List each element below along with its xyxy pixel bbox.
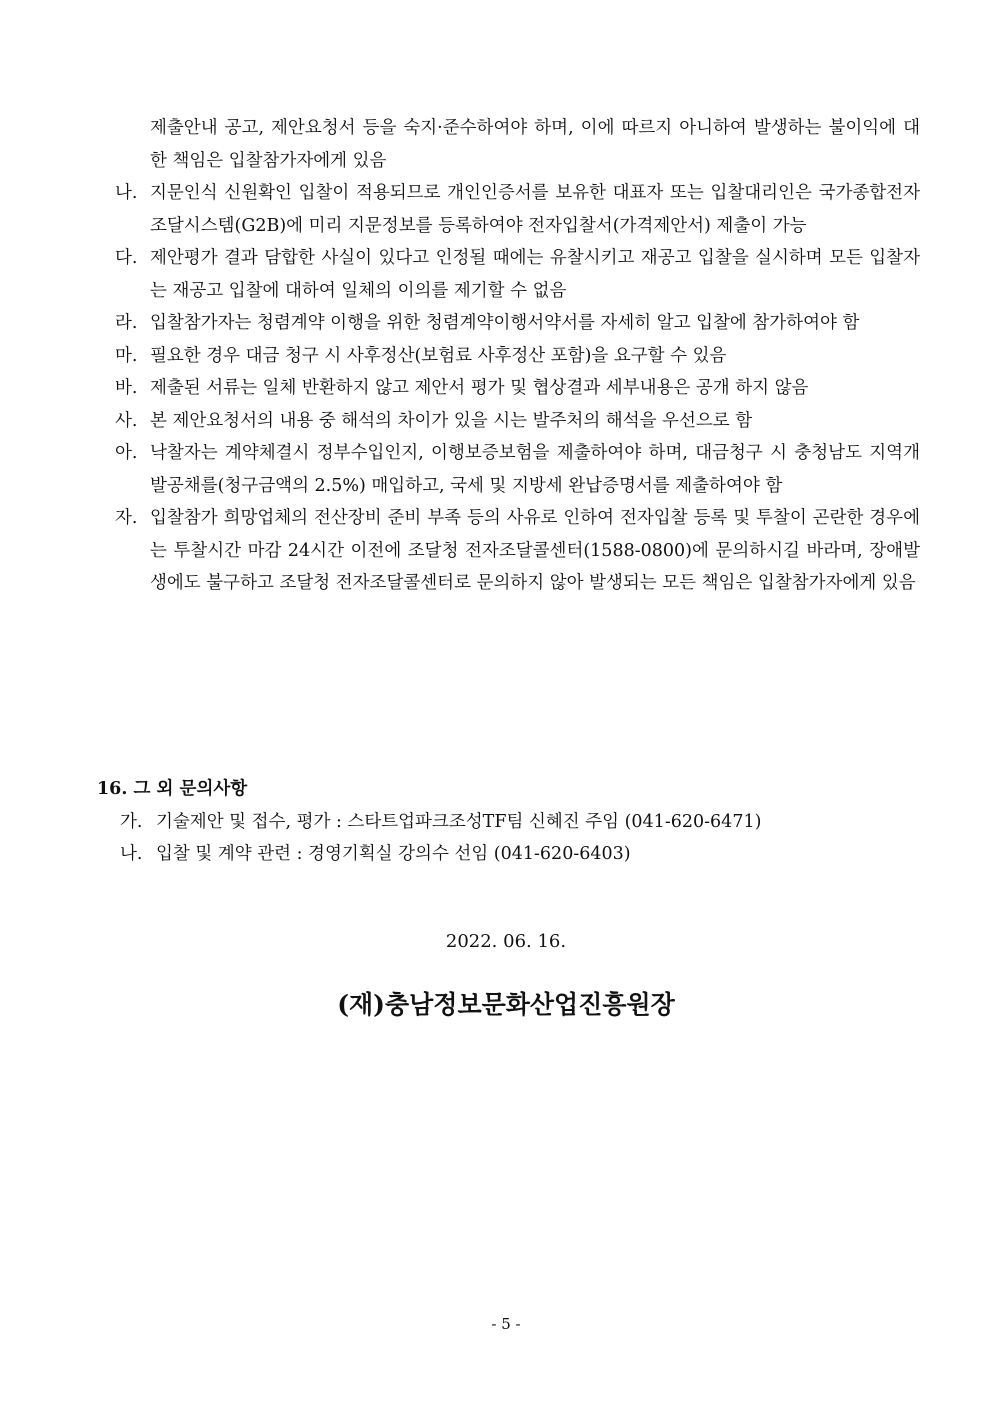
item-marker: 아.: [115, 443, 138, 463]
contact-item: [120, 838, 631, 870]
list-item: [115, 242, 920, 307]
item-text: 제안평가 결과 담합한 사실이 있다고 인정될 때에는 유찰시키고 재공고 입찰을 실시하며 모든 입찰자는 재공고 입찰에 대하여 일체의 이의를 제기할 수 없음: [150, 248, 920, 301]
item-marker: 나.: [115, 183, 138, 203]
contact-text: 입찰 및 계약 관련 : 경영기획실 강의수 선임 (041-620-6403): [156, 844, 631, 864]
contact-marker: 나.: [120, 844, 143, 864]
item-marker: 바.: [115, 378, 138, 398]
section-title: 16. 그 외 문의사항: [97, 779, 248, 799]
contact-item: [120, 806, 761, 838]
item-text: 제출된 서류는 일체 반환하지 않고 제안서 평가 및 협상결과 세부내용은 공개 하지 않음: [150, 378, 809, 398]
issuer-signature: (재)충남정보문화산업진흥원장: [337, 990, 675, 1019]
item-marker: 자.: [115, 508, 138, 528]
list-item: [115, 340, 920, 373]
item-text: 낙찰자는 계약체결시 정부수입인지, 이행보증보험을 제출하여야 하며, 대금청구 시 충청남도 지역개발공채를(청구금액의 2.5%) 매입하고, 국세 및 지방세 완납증명서를 제출하여야 함: [150, 443, 920, 496]
item-text: 입찰참가자는 청렴계약 이행을 위한 청렴계약이행서약서를 자세히 알고 입찰에 참가하여야 함: [150, 313, 860, 333]
item-text: 입찰참가 희망업체의 전산장비 준비 부족 등의 사유로 인하여 전자입찰 등록 및 투찰이 곤란한 경우에는 투찰시간 마감 24시간 이전에 조달청 전자조달콜센터(1588-0800)에 문의하시길 바라며, 장애발생에도 불구하고 조달청 전자조달콜센터로 문의하지 않아 발생되는 모든 책임은 입찰참가자에게 있음: [150, 508, 920, 593]
contact-text: 기술제안 및 접수, 평가 : 스타트업파크조성TF팀 신혜진 주임 (041-620-6471): [156, 812, 762, 832]
list-item: [115, 502, 920, 600]
list-item: [115, 307, 920, 340]
notes-list: [115, 112, 920, 600]
list-item: [115, 177, 920, 242]
item-marker: 마.: [115, 345, 138, 366]
list-item: [115, 372, 920, 405]
item-marker: 다.: [115, 248, 138, 268]
document-date: 2022. 06. 16.: [445, 931, 567, 952]
item-text: 본 제안요청서의 내용 중 해석의 차이가 있을 시는 발주처의 해석을 우선으로 함: [150, 410, 753, 431]
list-item: [115, 437, 920, 502]
item-text: 지문인식 신원확인 입찰이 적용되므로 개인인증서를 보유한 대표자 또는 입찰대리인은 국가종합전자조달시스템(G2B)에 미리 지문정보를 등록하여야 전자입찰서(가격제안서) 제출이 가능: [150, 183, 920, 236]
page-number: - 5 -: [491, 1315, 521, 1333]
item-marker: 라.: [115, 313, 138, 333]
list-item: [115, 405, 920, 438]
contact-marker: 가.: [120, 812, 143, 832]
intro-continuation: 제출안내 공고, 제안요청서 등을 숙지·준수하여야 하며, 이에 따르지 아니하여 발생하는 불이익에 대한 책임은 입찰참가자에게 있음: [150, 118, 920, 171]
item-marker: 사.: [115, 410, 138, 431]
item-text: 필요한 경우 대금 청구 시 사후정산(보험료 사후정산 포함)을 요구할 수 있음: [150, 345, 727, 366]
